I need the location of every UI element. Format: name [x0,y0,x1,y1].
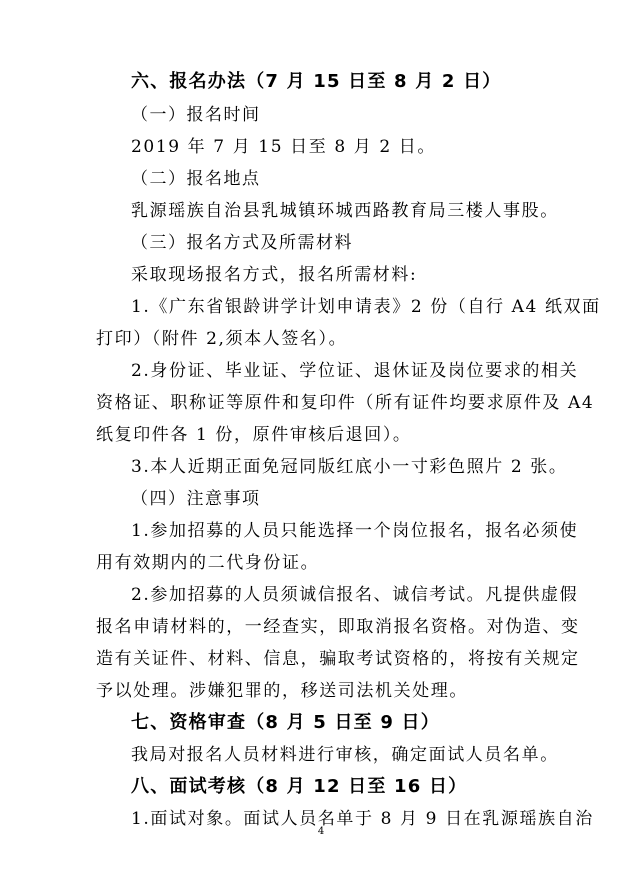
paragraph-line: 纸复印件各 1 份，原件审核后退回）。 [96,425,412,445]
paragraph-line: 乳源瑶族自治县乳城镇环城西路教育局三楼人事股。 [131,201,559,221]
section-heading-interview: 八、面试考核（8 月 12 日至 16 日） [131,776,468,797]
paragraph-line: 予以处理。涉嫌犯罪的，移送司法机关处理。 [96,681,468,701]
paragraph-line: 2.身份证、毕业证、学位证、退休证及岗位要求的相关 [131,361,579,381]
subheading-registration-location: （二）报名地点 [131,169,261,189]
subheading-registration-method: （三）报名方式及所需材料 [131,233,353,253]
paragraph-line: 2019 年 7 月 15 日至 8 月 2 日。 [131,137,436,157]
paragraph-line: 采取现场报名方式，报名所需材料: [131,265,418,285]
paragraph-line: 用有效期内的二代身份证。 [96,553,320,573]
paragraph-line: 资格证、职称证等原件和复印件（所有证件均要求原件及 A4 [96,393,595,413]
section-heading-registration: 六、报名办法（7 月 15 日至 8 月 2 日） [131,71,502,92]
paragraph-line: 我局对报名人员材料进行审核，确定面试人员名单。 [131,745,559,765]
subheading-registration-time: （一）报名时间 [131,105,261,125]
paragraph-line: 1.面试对象。面试人员名单于 8 月 9 日在乳源瑶族自治 [131,809,594,829]
paragraph-line: 报名申请材料的，一经查实，即取消报名资格。对伪造、变 [96,617,580,637]
paragraph-line: 3.本人近期正面免冠同版红底小一寸彩色照片 2 张。 [131,457,568,477]
section-heading-qualification-review: 七、资格审查（8 月 5 日至 9 日） [131,712,440,733]
paragraph-line: 造有关证件、材料、信息，骗取考试资格的，将按有关规定 [96,649,580,669]
page-number: 4 [317,826,325,837]
subheading-notes: （四）注意事项 [131,489,261,509]
paragraph-line: 1.《广东省银龄讲学计划申请表》2 份（自行 A4 纸双面 [131,297,601,317]
paragraph-line: 2.参加招募的人员须诚信报名、诚信考试。凡提供虚假 [131,585,579,605]
paragraph-line: 打印）（附件 2,须本人签名）。 [96,329,348,349]
paragraph-line: 1.参加招募的人员只能选择一个岗位报名，报名必须使 [131,521,579,541]
